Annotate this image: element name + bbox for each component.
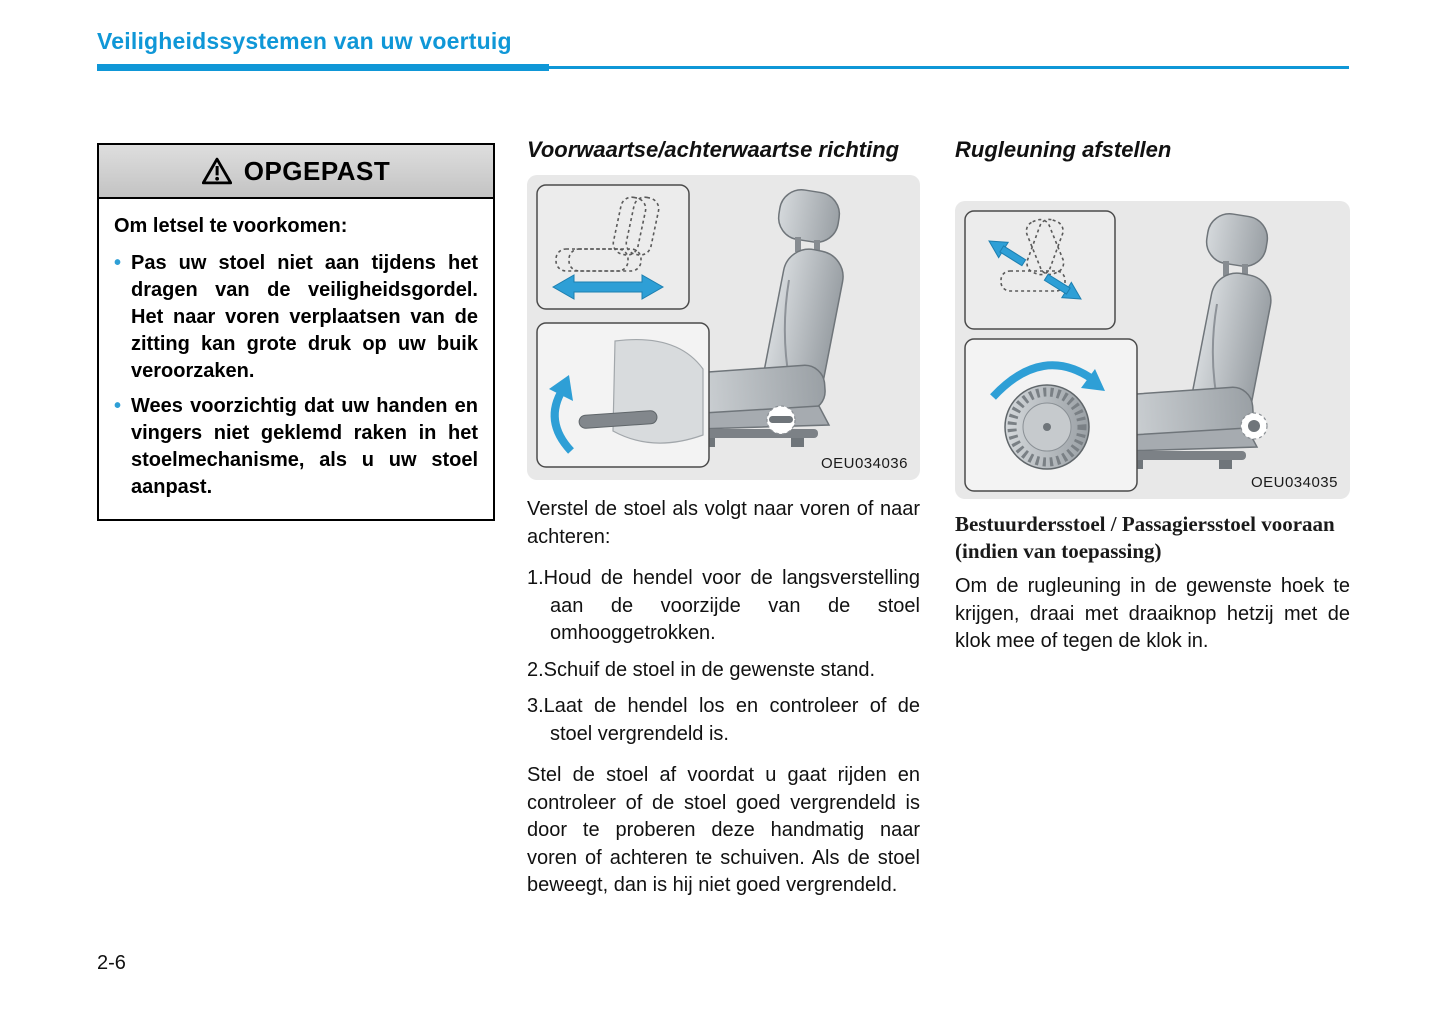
caution-box bbox=[97, 143, 495, 521]
fore-aft-outro: Stel de stoel af voordat u gaat rijden en controleer of de stoel goed vergrendeld is door te proberen deze handmatig naar voren of achteren te schuiven. Als de stoel beweegt, dan is hij niet goed vergrendeld. bbox=[527, 764, 920, 896]
page-header: Veiligheidssystemen van uw voertuig bbox=[97, 28, 512, 54]
figure-fore-aft bbox=[527, 175, 920, 480]
slide-direction-inset bbox=[537, 185, 689, 309]
figure-label: OEU034036 bbox=[820, 455, 908, 472]
section-recline bbox=[955, 137, 1350, 666]
recline-knob-highlight bbox=[1241, 413, 1267, 439]
step-item: 3.Laat de hendel los en controleer of de stoel vergrendeld is. bbox=[527, 695, 920, 745]
section-fore-aft bbox=[527, 137, 920, 910]
caution-list bbox=[114, 250, 478, 501]
fore-aft-steps bbox=[527, 565, 920, 748]
caution-bullet: • Pas uw stoel niet aan tijdens het dragen van de veiligheidsgordel. Het naar voren verplaatsen van de zitting kan grote druk op uw buik veroorzaken. bbox=[114, 250, 478, 385]
fore-aft-intro: Verstel de stoel als volgt naar voren of naar achteren: bbox=[527, 498, 920, 548]
step-item: 1.Houd de hendel voor de langsverstelling aan de voorzijde van de stoel omhooggetrokken. bbox=[527, 567, 920, 644]
caution-body bbox=[99, 199, 493, 519]
page-number: 2-6 bbox=[97, 952, 126, 974]
section-title-fore-aft: Voorwaartse/achterwaartse richting bbox=[527, 137, 900, 162]
header-rule-thick bbox=[97, 64, 549, 71]
seat-recline-illustration bbox=[955, 201, 1350, 499]
step-item: 2.Schuif de stoel in de gewenste stand. bbox=[527, 658, 876, 681]
recline-body: Om de rugleuning in de gewenste hoek te krijgen, draai met draaiknop hetzij met de klok mee of tegen de klok in. bbox=[955, 575, 1350, 652]
figure-recline bbox=[955, 201, 1350, 499]
caution-intro: Om letsel te voorkomen: bbox=[114, 215, 348, 237]
section-title-recline: Rugleuning afstellen bbox=[955, 137, 1172, 162]
slide-lever bbox=[767, 406, 795, 434]
knob-detail-inset bbox=[965, 339, 1137, 491]
caution-title: OPGEPAST bbox=[243, 155, 391, 186]
lever-detail-inset bbox=[537, 323, 709, 467]
header-rule-thin bbox=[549, 66, 1349, 69]
figure-label: OEU034035 bbox=[1250, 474, 1338, 491]
seat-slide-illustration bbox=[527, 175, 920, 480]
warning-icon bbox=[202, 157, 232, 185]
caution-bullet: • Wees voorzichtig dat uw handen en vingers niet geklemd raken in het stoelmechanisme, als u uw stoel aanpast. bbox=[114, 393, 478, 501]
recline-direction-inset bbox=[965, 211, 1115, 329]
recline-subtitle: Bestuurdersstoel / Passagiersstoel vooraan (indien van toepassing) bbox=[955, 512, 1335, 563]
caution-header bbox=[99, 145, 493, 199]
